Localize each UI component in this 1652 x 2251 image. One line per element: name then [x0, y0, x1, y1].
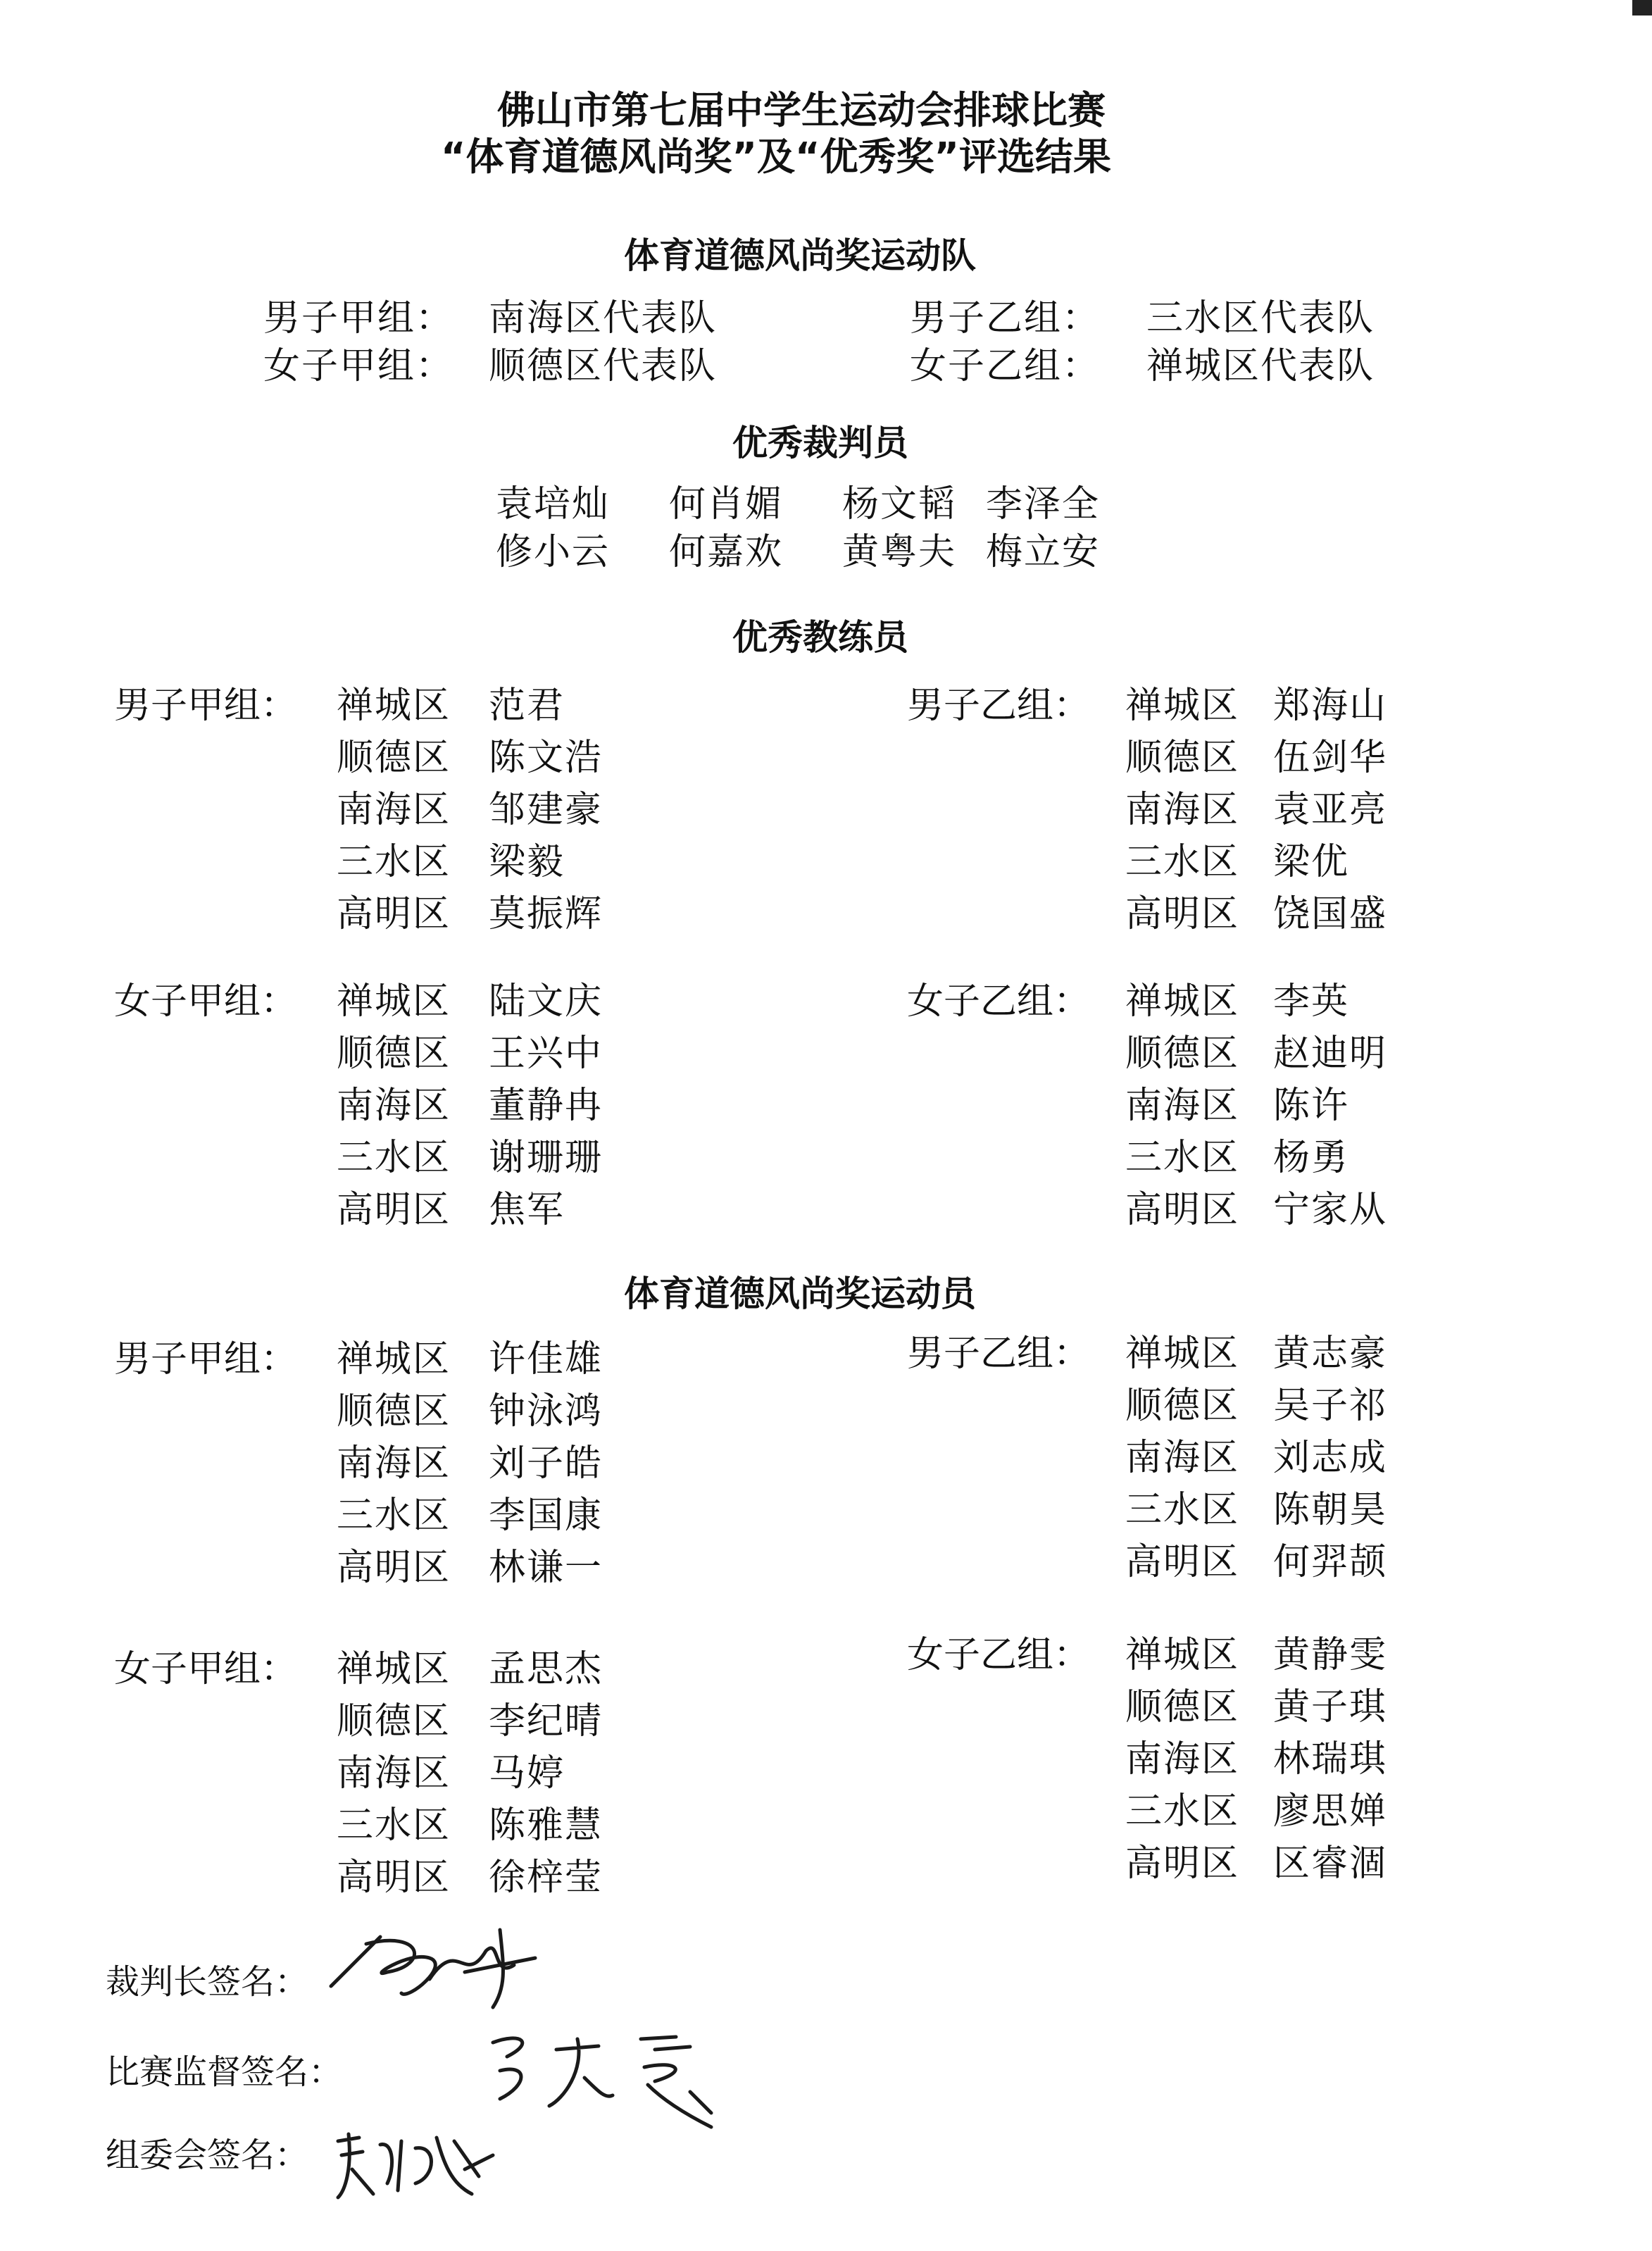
coach-name: 陆文庆	[489, 980, 603, 1023]
athlete-name: 陈朝昊	[1273, 1489, 1388, 1531]
coach-district: 南海区	[1125, 789, 1240, 831]
athlete-name: 徐梓莹	[489, 1857, 603, 1899]
referee-name: 何嘉欢	[669, 531, 784, 573]
scan-edge-mark	[1632, 0, 1652, 15]
athlete-name: 孟思杰	[489, 1648, 603, 1690]
coach-name: 宁家从	[1273, 1189, 1388, 1231]
team-award-heading: 体育道德风尚奖运动队	[624, 235, 976, 276]
coach-district: 南海区	[337, 1085, 451, 1127]
athlete-district: 顺德区	[337, 1390, 451, 1433]
team-row-2-right-team: 禅城区代表队	[1146, 345, 1375, 387]
athlete-name: 区睿涸	[1273, 1842, 1388, 1885]
coach-district: 高明区	[1125, 893, 1240, 935]
coach-district: 南海区	[337, 789, 451, 831]
athlete-district: 顺德区	[1125, 1385, 1240, 1427]
coach-district: 顺德区	[1125, 1033, 1240, 1075]
athlete-district: 三水区	[337, 1495, 451, 1537]
athlete-district: 顺德区	[337, 1700, 451, 1742]
committee-signature-label: 组委会签名：	[106, 2135, 309, 2175]
coach-district: 顺德区	[1125, 737, 1240, 779]
coach-district: 三水区	[337, 841, 451, 883]
coach-district: 高明区	[337, 893, 451, 935]
referee-name: 何肖媚	[669, 483, 784, 525]
title-line-1: 佛山市第七届中学生运动会排球比赛	[497, 88, 1106, 132]
coach-name: 梁优	[1273, 841, 1350, 883]
coach-name: 杨勇	[1273, 1137, 1350, 1179]
athlete-name: 钟泳鸿	[489, 1390, 603, 1433]
referee-name: 梅立安	[986, 531, 1101, 573]
coach-district: 三水区	[1125, 1137, 1240, 1179]
team-row-1-right-label: 男子乙组：	[910, 297, 1101, 339]
team-row-1-left-label: 男子甲组：	[263, 297, 454, 339]
referee-name: 黄粤夫	[842, 531, 957, 573]
athlete-district: 高明区	[1125, 1541, 1240, 1583]
athlete-name: 许佳雄	[489, 1338, 603, 1380]
referee-name: 李泽全	[986, 483, 1101, 525]
coach-district: 禅城区	[1125, 980, 1240, 1023]
athlete-district: 南海区	[1125, 1738, 1240, 1781]
athlete-district: 禅城区	[337, 1338, 451, 1380]
athlete-district: 禅城区	[1125, 1333, 1240, 1375]
athlete-district: 顺德区	[1125, 1686, 1240, 1728]
coach-name: 袁亚亮	[1273, 789, 1388, 831]
coach-name: 梁毅	[489, 841, 565, 883]
coach-district: 禅城区	[1125, 685, 1240, 727]
coach-district: 高明区	[1125, 1189, 1240, 1231]
coach-district: 顺德区	[337, 1033, 451, 1075]
coach-name: 董静冉	[489, 1085, 603, 1127]
coaches-heading: 优秀教练员	[732, 617, 908, 658]
athlete-name: 马婷	[489, 1752, 565, 1795]
coach-group-label: 女子乙组：	[907, 980, 1091, 1023]
coach-name: 焦军	[489, 1189, 565, 1231]
coach-name: 赵迪明	[1273, 1033, 1388, 1075]
athlete-name: 林瑞琪	[1273, 1738, 1388, 1781]
athlete-district: 三水区	[1125, 1489, 1240, 1531]
coach-district: 高明区	[337, 1189, 451, 1231]
athlete-district: 高明区	[337, 1547, 451, 1589]
coach-name: 莫振辉	[489, 893, 603, 935]
athlete-name: 李纪晴	[489, 1700, 603, 1742]
coach-district: 顺德区	[337, 737, 451, 779]
coach-group-label: 男子甲组：	[114, 685, 298, 727]
coach-name: 李英	[1273, 980, 1350, 1023]
coach-group-label: 女子甲组：	[114, 980, 298, 1023]
athlete-name: 林谦一	[489, 1547, 603, 1589]
coach-district: 三水区	[1125, 841, 1240, 883]
athlete-name: 何羿颉	[1273, 1541, 1388, 1583]
athletes-heading: 体育道德风尚奖运动员	[624, 1273, 976, 1314]
referees-heading: 优秀裁判员	[732, 423, 908, 463]
athlete-district: 高明区	[1125, 1842, 1240, 1885]
team-row-2-left-label: 女子甲组：	[263, 345, 454, 387]
athlete-name: 李国康	[489, 1495, 603, 1537]
coach-district: 南海区	[1125, 1085, 1240, 1127]
coach-name: 范君	[489, 685, 565, 727]
coach-district: 禅城区	[337, 685, 451, 727]
coach-name: 王兴中	[489, 1033, 603, 1075]
coach-group-label: 男子乙组：	[907, 685, 1091, 727]
athlete-name: 刘志成	[1273, 1437, 1388, 1479]
coach-name: 陈许	[1273, 1085, 1350, 1127]
team-row-2-right-label: 女子乙组：	[910, 345, 1101, 387]
team-row-2-left-team: 顺德区代表队	[489, 345, 718, 387]
coach-name: 陈文浩	[489, 737, 603, 779]
athlete-district: 南海区	[337, 1442, 451, 1485]
coach-district: 禅城区	[337, 980, 451, 1023]
supervisor-signature-label: 比赛监督签名：	[106, 2052, 343, 2092]
athlete-district: 三水区	[337, 1804, 451, 1847]
coach-district: 三水区	[337, 1137, 451, 1179]
athlete-district: 南海区	[337, 1752, 451, 1795]
athlete-name: 黄志豪	[1273, 1333, 1388, 1375]
referee-name: 杨文韬	[842, 483, 957, 525]
athlete-name: 刘子皓	[489, 1442, 603, 1485]
athlete-name: 廖思婵	[1273, 1790, 1388, 1833]
athlete-name: 黄子琪	[1273, 1686, 1388, 1728]
coach-name: 饶国盛	[1273, 893, 1388, 935]
referee-name: 袁培灿	[496, 483, 611, 525]
title-line-2: “体育道德风尚奖”及“优秀奖”评选结果	[441, 135, 1111, 179]
athlete-district: 高明区	[337, 1857, 451, 1899]
athlete-district: 三水区	[1125, 1790, 1240, 1833]
athlete-name: 黄静雯	[1273, 1634, 1388, 1676]
athlete-group-label: 女子乙组：	[907, 1634, 1091, 1676]
team-row-1-right-team: 三水区代表队	[1146, 297, 1375, 339]
athlete-name: 陈雅慧	[489, 1804, 603, 1847]
coach-name: 郑海山	[1273, 685, 1388, 727]
supervisor-signature	[479, 2028, 732, 2134]
committee-signature	[331, 2127, 500, 2205]
chief-referee-signature	[324, 1923, 549, 2014]
athlete-group-label: 男子乙组：	[907, 1333, 1091, 1375]
coach-name: 邹建豪	[489, 789, 603, 831]
team-row-1-left-team: 南海区代表队	[489, 297, 718, 339]
referee-name: 修小云	[496, 531, 611, 573]
coach-name: 谢珊珊	[489, 1137, 603, 1179]
chief-referee-signature-label: 裁判长签名：	[106, 1962, 309, 2002]
athlete-district: 禅城区	[337, 1648, 451, 1690]
athlete-name: 吴子祁	[1273, 1385, 1388, 1427]
coach-name: 伍剑华	[1273, 737, 1388, 779]
athlete-group-label: 男子甲组：	[114, 1338, 298, 1380]
athlete-district: 南海区	[1125, 1437, 1240, 1479]
athlete-district: 禅城区	[1125, 1634, 1240, 1676]
athlete-group-label: 女子甲组：	[114, 1648, 298, 1690]
